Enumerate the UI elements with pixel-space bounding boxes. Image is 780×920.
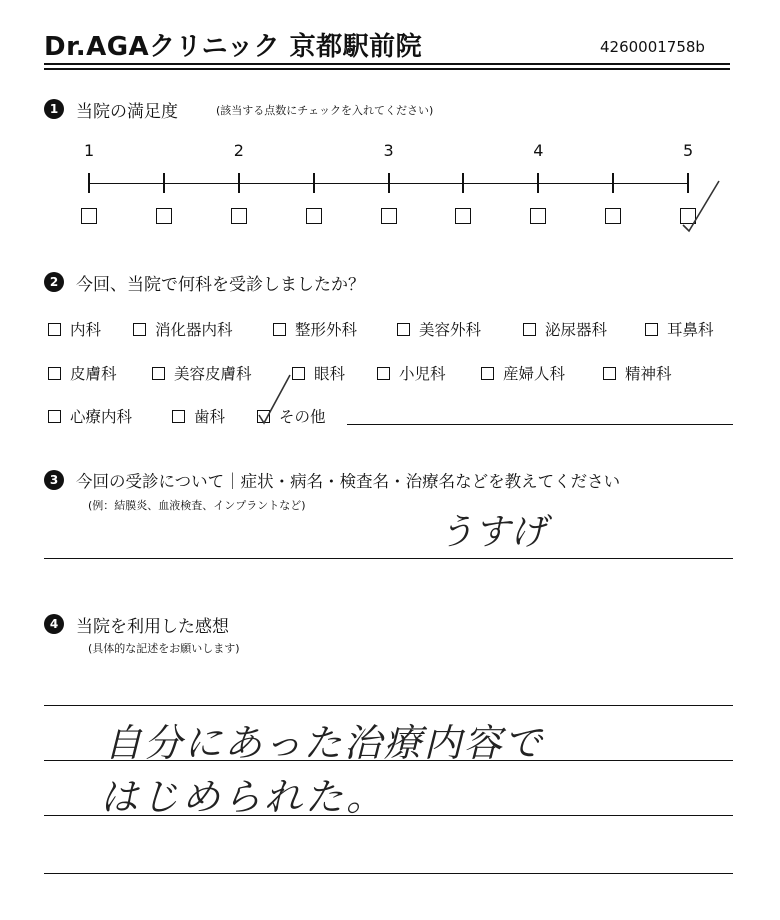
department-label: 心療内科 — [70, 408, 133, 426]
question-3-title: 今回の受診について｜症状・病名・検査名・治療名などを教えてください — [76, 472, 621, 491]
department-checkbox[interactable] — [645, 323, 658, 336]
question-4-title: 当院を利用した感想 — [76, 617, 229, 637]
satisfaction-scale — [0, 0, 780, 260]
scale-tick — [462, 173, 464, 193]
check-mark-icon — [256, 371, 296, 431]
clinic-title: Dr.AGAクリニック 京都駅前院 — [44, 32, 423, 62]
question-2-title: 今回、当院で何科を受診しましたか？ — [76, 275, 365, 295]
question-4-answer-line-1: 自分にあった治療内容で — [104, 721, 544, 765]
department-option[interactable] — [48, 318, 101, 340]
scale-checkbox[interactable] — [156, 208, 172, 224]
scale-tick — [88, 173, 90, 193]
department-label: 耳鼻科 — [667, 321, 714, 339]
form-id: 4260001758b — [600, 38, 705, 56]
department-checkbox[interactable] — [377, 367, 390, 380]
question-3-answer-line[interactable] — [44, 558, 733, 559]
scale-checkbox[interactable] — [605, 208, 621, 224]
department-label: 皮膚科 — [70, 365, 117, 383]
scale-label: 1 — [84, 141, 95, 160]
scale-tick — [612, 173, 614, 193]
scale-checkbox[interactable] — [530, 208, 546, 224]
department-checkbox[interactable] — [152, 367, 165, 380]
department-option[interactable] — [481, 362, 565, 384]
question-1-title: 当院の満足度 — [76, 102, 178, 122]
department-label: その他 — [279, 408, 326, 426]
department-label: 泌尿器科 — [545, 321, 608, 339]
scale-tick — [537, 173, 539, 193]
department-checkbox[interactable] — [257, 410, 270, 423]
question-4-line-2[interactable] — [44, 760, 733, 761]
department-checkbox[interactable] — [397, 323, 410, 336]
question-3-hint: (例：結膜炎、血液検査、インプラントなど) — [88, 499, 306, 512]
scale-checkbox[interactable] — [81, 208, 97, 224]
department-option[interactable] — [377, 362, 446, 384]
department-option[interactable] — [133, 318, 233, 340]
question-3-number: 3 — [44, 470, 64, 490]
department-checkbox[interactable] — [133, 323, 146, 336]
department-option[interactable] — [48, 405, 132, 427]
question-1-number: 1 — [44, 99, 64, 119]
scale-checkbox[interactable] — [455, 208, 471, 224]
scale-tick — [388, 173, 390, 193]
question-4-line-1[interactable] — [44, 705, 733, 706]
department-checkbox[interactable] — [603, 367, 616, 380]
department-checkbox[interactable] — [48, 323, 61, 336]
question-4-answer-line-2: はじめられた。 — [100, 775, 388, 819]
question-4-line-4[interactable] — [44, 873, 733, 874]
department-option[interactable] — [48, 362, 117, 384]
scale-checkbox[interactable] — [306, 208, 322, 224]
scale-checkbox[interactable] — [680, 208, 696, 224]
department-option[interactable] — [152, 362, 252, 384]
question-3-answer: うすげ — [438, 512, 547, 553]
scale-checkbox[interactable] — [231, 208, 247, 224]
other-specify-line[interactable] — [347, 424, 733, 425]
question-4-hint: (具体的な記述をお願いします) — [88, 642, 240, 655]
department-label: 小児科 — [399, 365, 446, 383]
question-4-number: 4 — [44, 614, 64, 634]
department-option[interactable] — [523, 318, 607, 340]
department-label: 精神科 — [625, 365, 672, 383]
department-checkbox[interactable] — [481, 367, 494, 380]
question-1-hint: (該当する点数にチェックを入れてください) — [216, 104, 434, 117]
scale-label: 3 — [383, 141, 394, 160]
question-4-line-3[interactable] — [44, 815, 733, 816]
scale-tick — [163, 173, 165, 193]
department-option[interactable] — [645, 318, 714, 340]
department-checkbox[interactable] — [523, 323, 536, 336]
department-option[interactable] — [273, 318, 357, 340]
scale-label: 2 — [233, 141, 244, 160]
department-label: 歯科 — [194, 408, 226, 426]
department-checkbox[interactable] — [48, 367, 61, 380]
scale-label: 4 — [533, 141, 544, 160]
department-option[interactable] — [257, 405, 326, 427]
scale-label: 5 — [683, 141, 694, 160]
department-label: 消化器内科 — [155, 321, 233, 339]
department-checkbox[interactable] — [48, 410, 61, 423]
department-option[interactable] — [397, 318, 481, 340]
department-label: 美容皮膚科 — [174, 365, 252, 383]
department-label: 内科 — [70, 321, 102, 339]
scale-tick — [313, 173, 315, 193]
department-checkbox[interactable] — [172, 410, 185, 423]
department-label: 整形外科 — [295, 321, 358, 339]
scale-tick — [238, 173, 240, 193]
department-option[interactable] — [292, 362, 345, 384]
department-option[interactable] — [603, 362, 672, 384]
department-label: 産婦人科 — [503, 365, 566, 383]
department-label: 美容外科 — [419, 321, 482, 339]
department-label: 眼科 — [314, 365, 346, 383]
department-option[interactable] — [172, 405, 225, 427]
scale-checkbox[interactable] — [381, 208, 397, 224]
department-checkbox[interactable] — [273, 323, 286, 336]
check-mark-icon — [679, 173, 729, 243]
question-2-number: 2 — [44, 272, 64, 292]
